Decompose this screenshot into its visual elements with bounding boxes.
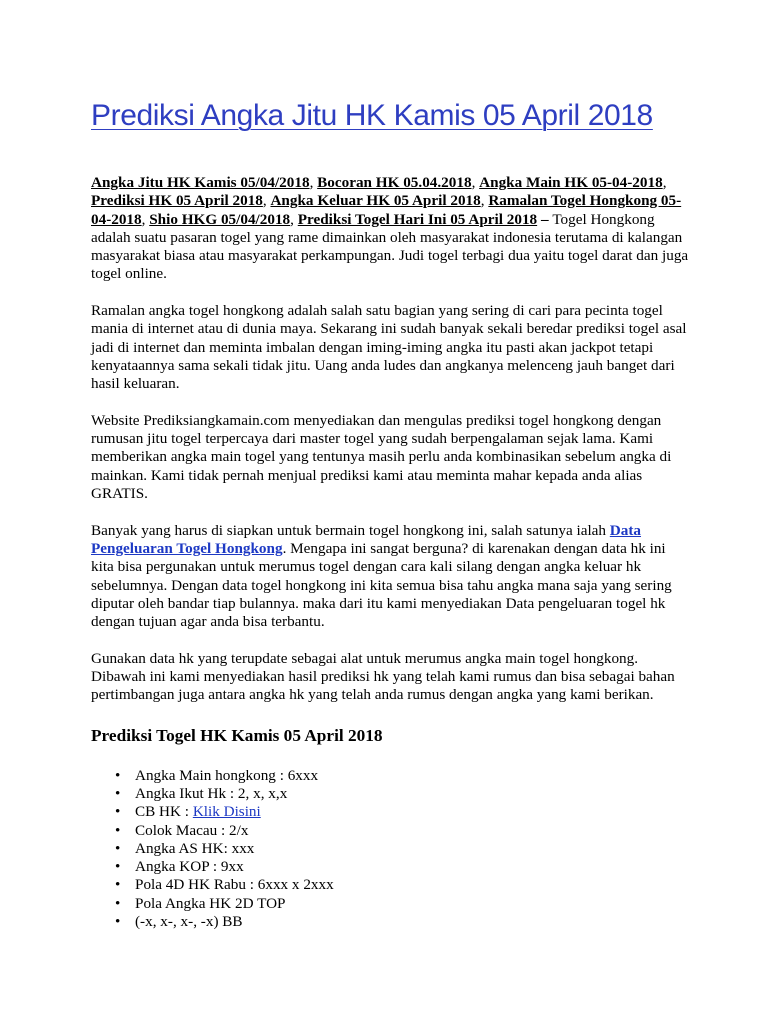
list-item bbox=[91, 913, 689, 931]
keyword-separator: , bbox=[662, 174, 667, 191]
keyword-link[interactable]: Shio HKG 05/04/2018 bbox=[149, 210, 291, 228]
paragraph-data-pengeluaran bbox=[91, 522, 689, 632]
keyword-link[interactable]: Bocoran HK 05.04.2018 bbox=[317, 174, 472, 191]
klik-disini-link[interactable]: Klik Disini bbox=[192, 803, 261, 821]
paragraph-website: Website Prediksiangkamain.com menyediakan dan mengulas prediksi togel hongkong dengan rumusan jitu togel terpercaya dari master togel yang sudah berpengalaman sejak lama. Kami memberikan angka main togel yang tentunya masih perlu anda kombinasikan sebelum angka di mainkan. Kami tidak pernah menjual prediksi kami atau meminta mahar kepada anda alias GRATIS. bbox=[91, 411, 672, 503]
list-item-text: Angka KOP : 9xx bbox=[135, 858, 244, 876]
keyword-separator: , bbox=[290, 210, 298, 228]
bullet-icon: • bbox=[115, 821, 121, 839]
list-item-text: (-x, x-, x-, -x) BB bbox=[135, 912, 243, 930]
list-item-text: CB HK : bbox=[135, 803, 193, 821]
keyword-link[interactable]: Prediksi HK 05 April 2018 bbox=[91, 192, 263, 210]
keyword-separator: , bbox=[480, 192, 489, 210]
intro-dash: – bbox=[537, 210, 553, 228]
list-item-text: Pola Angka HK 2D TOP bbox=[135, 894, 286, 912]
bullet-icon: • bbox=[115, 803, 121, 821]
list-item bbox=[91, 803, 689, 821]
list-item bbox=[91, 895, 689, 913]
intro-paragraph bbox=[91, 174, 689, 284]
keyword-separator: , bbox=[309, 174, 318, 191]
page-title[interactable]: Prediksi Angka Jitu HK Kamis 05 April 2018 bbox=[91, 99, 653, 132]
section-heading: Prediksi Togel HK Kamis 05 April 2018 bbox=[91, 725, 383, 745]
bullet-icon: • bbox=[115, 839, 121, 857]
keyword-link[interactable]: Angka Main HK 05-04-2018 bbox=[479, 174, 663, 191]
paragraph-ramalan: Ramalan angka togel hongkong adalah salah satu bagian yang sering di cari para pecinta togel mania di internet atau di dunia maya. Sekarang ini sudah banyak sekali beredar prediksi togel asal jadi di internet dan meminta imbalan dengan iming-iming angka itu pasti akan jackpot tetapi kenyataannya sama sekali tidak jitu. Uang anda ludes dan angkanya melenceng jauh banget dari hasil keluaran. bbox=[91, 302, 687, 393]
list-item-text: Pola 4D HK Rabu : 6xxx x 2xxx bbox=[135, 876, 334, 894]
bullet-icon: • bbox=[115, 784, 121, 802]
list-item-text: Colok Macau : 2/x bbox=[135, 821, 249, 839]
keyword-link[interactable]: Angka Jitu HK Kamis 05/04/2018 bbox=[91, 174, 310, 191]
prediction-list bbox=[91, 767, 689, 932]
keyword-link[interactable]: Prediksi Togel Hari Ini 05 April 2018 bbox=[297, 210, 538, 228]
list-item-text: Angka AS HK: xxx bbox=[135, 839, 255, 857]
bullet-icon: • bbox=[115, 858, 121, 876]
paragraph-text: Banyak yang harus di siapkan untuk bermain togel hongkong ini, salah satunya ialah bbox=[91, 521, 610, 539]
list-item-text: Angka Main hongkong : 6xxx bbox=[135, 766, 319, 784]
keyword-link[interactable]: Ramalan Togel Hongkong 05-04-2018 bbox=[91, 192, 682, 228]
list-item bbox=[91, 858, 689, 876]
keyword-separator: , bbox=[471, 174, 480, 191]
paragraph-text: . Mengapa ini sangat berguna? di karenakan dengan data hk ini kita bisa pergunakan untuk merumus togel dengan cara kali silang dengan angka keluar hk sebelumnya. Dengan data togel hongkong ini kita semua bisa tahu angka mana saja yang sering diputar oleh bandar tiap bulannya. maka dari itu kami menyediakan Data pengeluaran togel hk dengan tujuan agar anda bisa terbantu. bbox=[91, 539, 672, 631]
data-pengeluaran-link[interactable]: Data Pengeluaran Togel Hongkong bbox=[91, 521, 642, 557]
list-item bbox=[91, 785, 689, 803]
list-item bbox=[91, 840, 689, 858]
article-body bbox=[91, 174, 689, 931]
list-item bbox=[91, 822, 689, 840]
list-item bbox=[91, 876, 689, 894]
bullet-icon: • bbox=[115, 876, 121, 894]
bullet-icon: • bbox=[115, 912, 121, 930]
keyword-separator: , bbox=[262, 192, 271, 210]
bullet-icon: • bbox=[115, 894, 121, 912]
intro-text: Togel Hongkong adalah suatu pasaran togel yang rame dimainkan oleh masyarakat indonesia terutama di kalangan masyarakat biasa atau masyarakat perkampungan. Judi togel terbagi dua yaitu togel darat dan juga togel online. bbox=[91, 210, 689, 283]
list-item-text: Angka Ikut Hk : 2, x, x,x bbox=[135, 784, 288, 802]
paragraph-gunakan: Gunakan data hk yang terupdate sebagai alat untuk merumus angka main togel hongkong. Dibawah ini kami menyediakan hasil prediksi hk yang telah kami rumus dan bisa sebagai bahan pertimbangan juga antara angka hk yang telah anda rumus dengan angka yang kami berikan. bbox=[91, 649, 675, 704]
bullet-icon: • bbox=[115, 766, 121, 784]
list-item bbox=[91, 767, 689, 785]
keyword-link[interactable]: Angka Keluar HK 05 April 2018 bbox=[270, 192, 481, 210]
keyword-separator: , bbox=[141, 210, 150, 228]
